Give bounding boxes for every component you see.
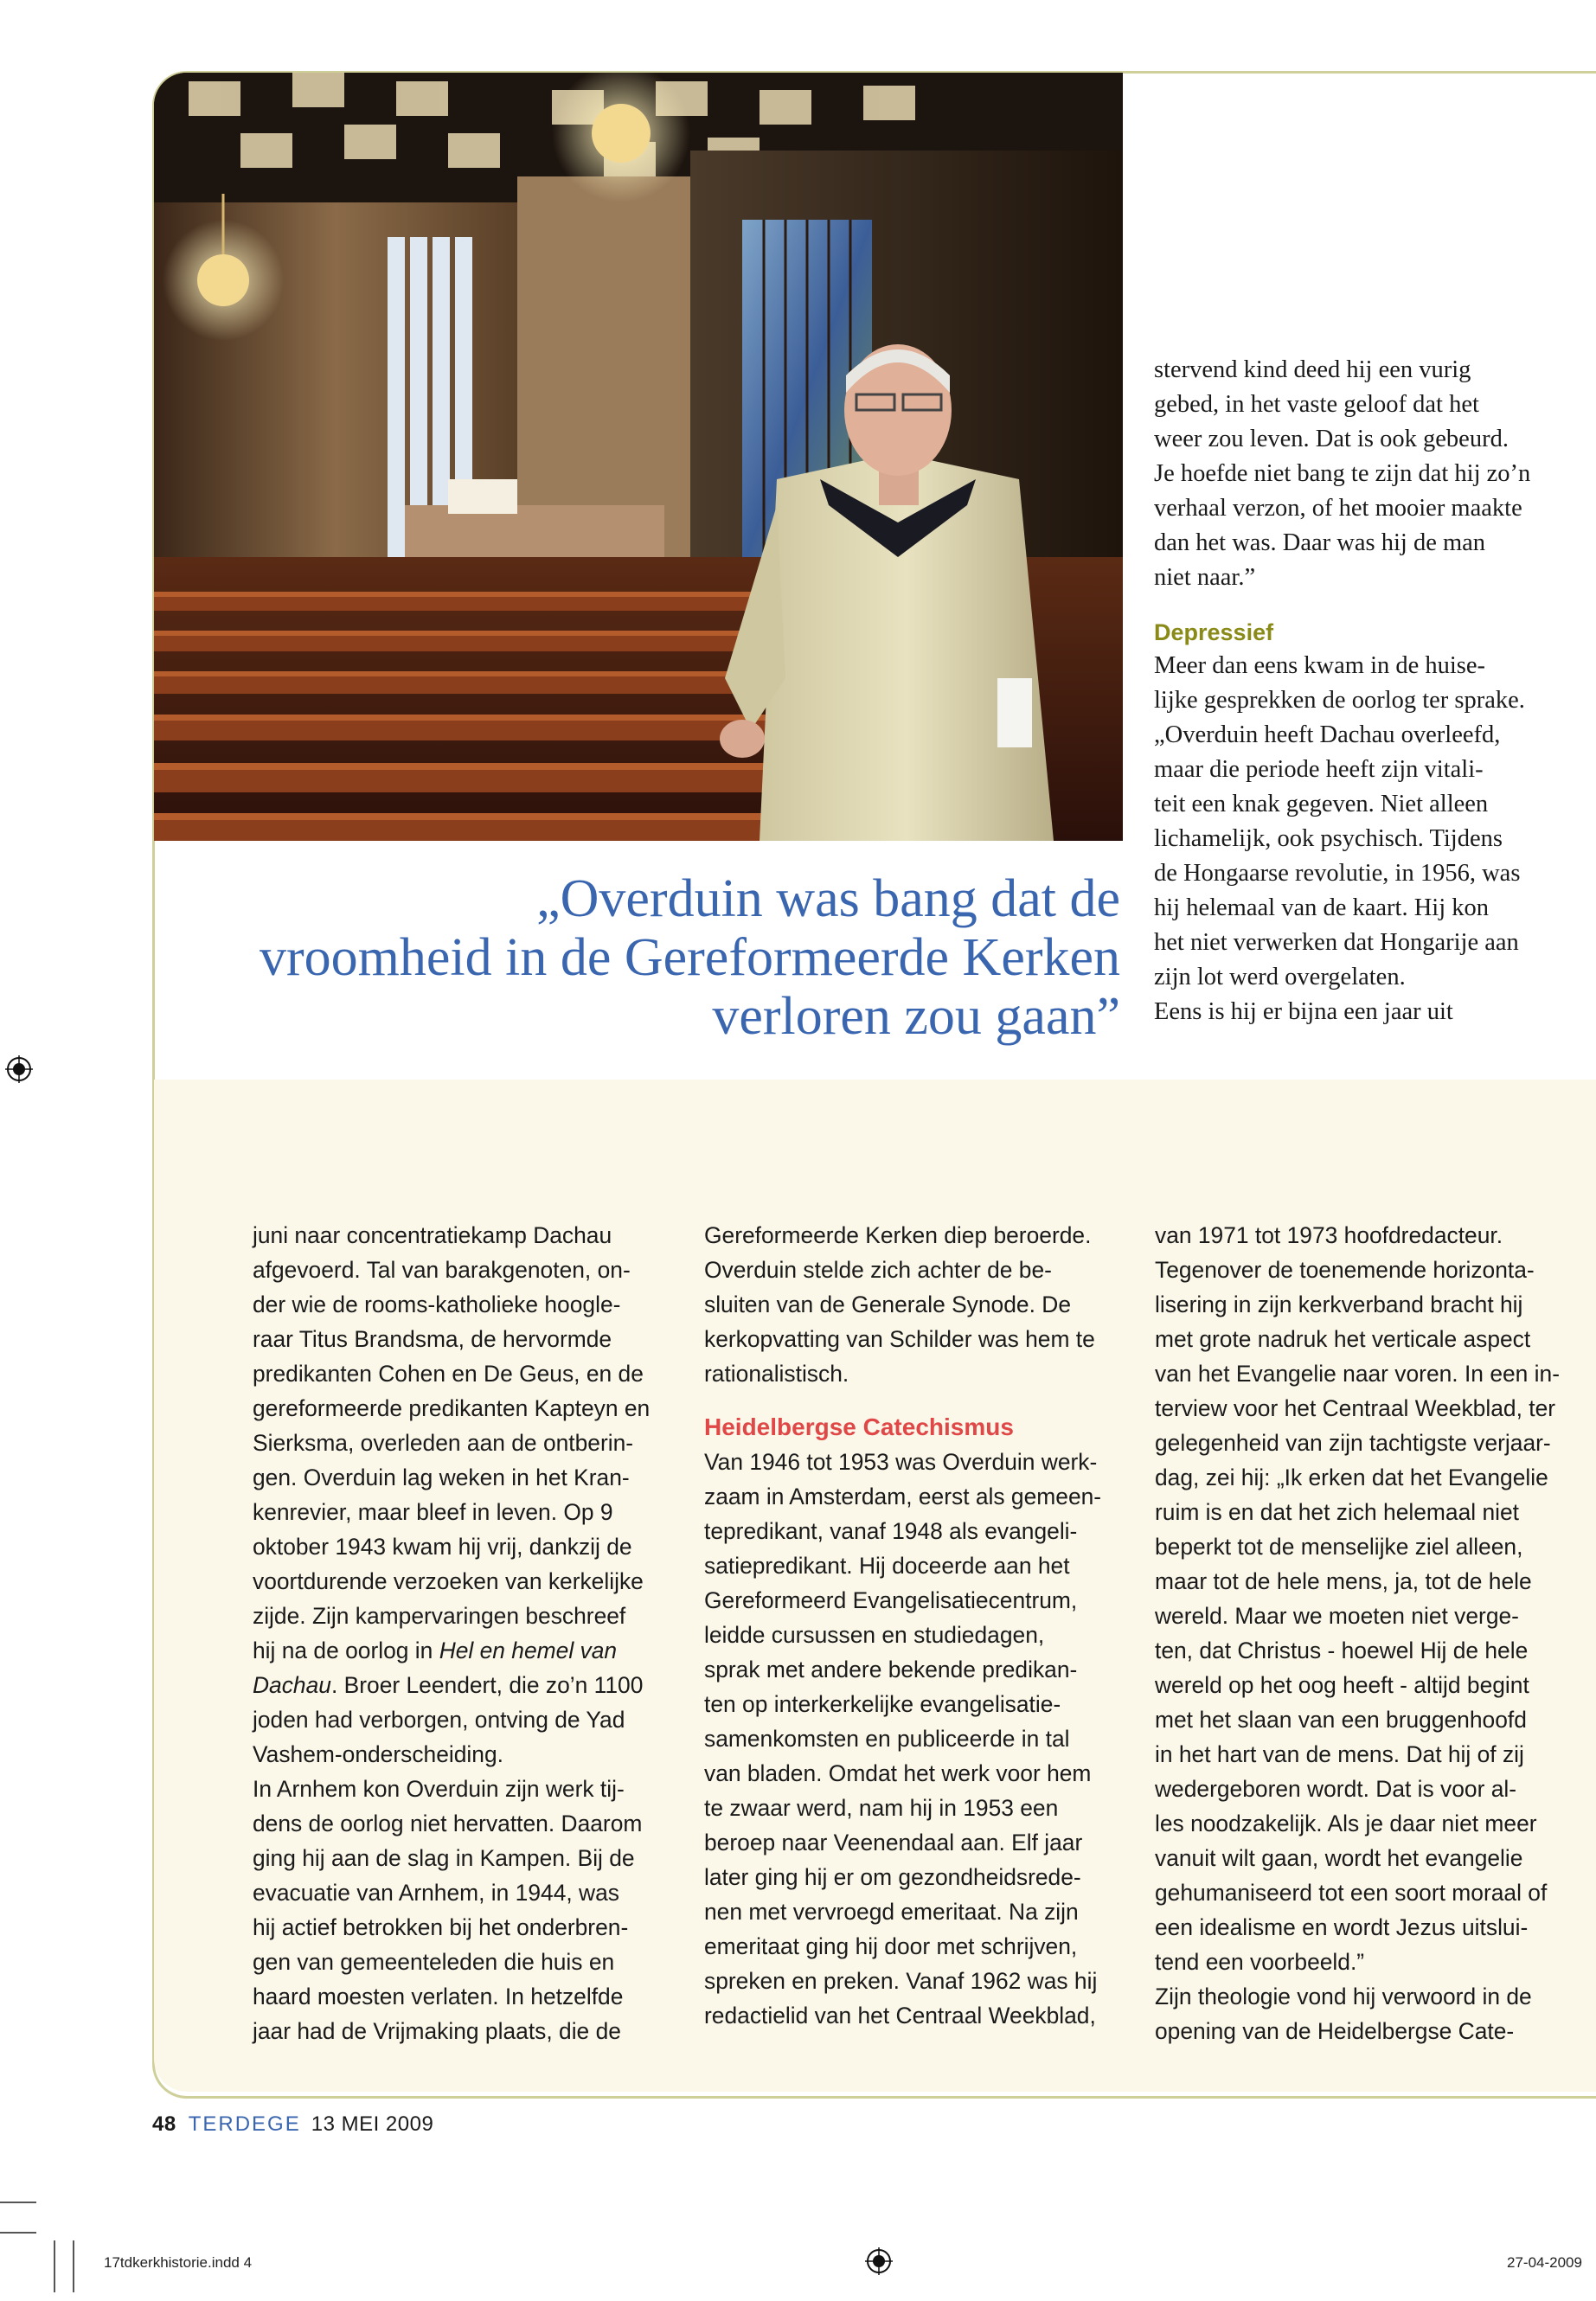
magazine-name: TERDEGE bbox=[188, 2112, 301, 2136]
text-line: kenrevier, maar bleef in leven. Op 9 bbox=[253, 1499, 613, 1525]
text-line: niet naar.” bbox=[1154, 564, 1256, 591]
text-line: gelegenheid van zijn tachtigste verjaar- bbox=[1155, 1430, 1551, 1456]
text-line: Sierksma, overleden aan de ontberin- bbox=[253, 1430, 634, 1456]
right-column bbox=[1154, 353, 1586, 1029]
text-line: later ging hij er om gezondheidsrede- bbox=[704, 1864, 1081, 1890]
text-line: redactielid van het Centraal Weekblad, bbox=[704, 2003, 1096, 2029]
pull-quote-line: verloren zou gaan” bbox=[712, 987, 1120, 1046]
crop-mark bbox=[0, 2202, 36, 2203]
text-line: weer zou leven. Dat is ook gebeurd. bbox=[1154, 426, 1509, 452]
text-fragment: hij na de oorlog in bbox=[253, 1638, 439, 1663]
column-3 bbox=[1155, 1218, 1592, 2048]
text-line: van bladen. Omdat het werk voor hem bbox=[704, 1760, 1092, 1786]
text-line: kerkopvatting van Schilder was hem te bbox=[704, 1326, 1095, 1352]
text-line: juni naar concentratiekamp Dachau bbox=[253, 1222, 612, 1248]
subheading-depressief: Depressief bbox=[1154, 619, 1274, 645]
pull-quote bbox=[225, 869, 1120, 1046]
text-line: opening van de Heidelbergse Cate- bbox=[1155, 2018, 1515, 2044]
slug-filename: 17tdkerkhistorie.indd 4 bbox=[104, 2254, 253, 2271]
text-line: maar die periode heeft zijn vitali- bbox=[1154, 756, 1484, 783]
registration-mark-icon bbox=[865, 2247, 893, 2275]
text-line: gebed, in het vaste geloof dat het bbox=[1154, 391, 1479, 418]
text-fragment: . Broer Leendert, die zo’n 1100 bbox=[330, 1672, 644, 1698]
text-line: gen. Overduin lag weken in het Kran- bbox=[253, 1465, 630, 1490]
text-line: wereld op het oog heeft - altijd begint bbox=[1155, 1672, 1529, 1698]
text-line: tepredikant, vanaf 1948 als evangeli- bbox=[704, 1518, 1078, 1544]
text-line: les noodzakelijk. Als je daar niet meer bbox=[1155, 1811, 1537, 1836]
text-line: lijke gesprekken de oorlog ter sprake. bbox=[1154, 687, 1525, 714]
text-line: jaar had de Vrijmaking plaats, die de bbox=[253, 2018, 621, 2044]
text-line: gehumaniseerd tot een soort moraal of bbox=[1155, 1880, 1548, 1906]
text-line: de Hongaarse revolutie, in 1956, was bbox=[1154, 860, 1521, 887]
text-line: te zwaar werd, nam hij in 1953 een bbox=[704, 1795, 1059, 1821]
text-line: voortdurende verzoeken van kerkelijke bbox=[253, 1568, 644, 1594]
text-line: zaam in Amsterdam, eerst als gemeen- bbox=[704, 1484, 1102, 1509]
pull-quote-line: vroomheid in de Gereformeerde Kerken bbox=[260, 928, 1120, 987]
text-line: wedergeboren wordt. Dat is voor al- bbox=[1155, 1776, 1517, 1802]
text-line: het niet verwerken dat Hongarije aan bbox=[1154, 929, 1519, 956]
text-line: beroep naar Veenendaal aan. Elf jaar bbox=[704, 1830, 1083, 1856]
text-line: ruim is en dat het zich helemaal niet bbox=[1155, 1499, 1520, 1525]
text-line: Vashem-onderscheiding. bbox=[253, 1741, 503, 1767]
book-title: Dachau bbox=[253, 1672, 331, 1698]
text-line: afgevoerd. Tal van barakgenoten, on- bbox=[253, 1257, 631, 1283]
subheading-heidelbergse-catechismus: Heidelbergse Catechismus bbox=[704, 1413, 1014, 1440]
text-line: sprak met andere bekende predikan- bbox=[704, 1657, 1078, 1682]
page-folio bbox=[152, 2112, 433, 2137]
text-line: dag, zei hij: „Ik erken dat het Evangelie bbox=[1155, 1465, 1548, 1490]
text-line: rationalistisch. bbox=[704, 1361, 849, 1387]
text-line: der wie de rooms-katholieke hoogle- bbox=[253, 1292, 621, 1317]
text-line: haard moesten verlaten. In hetzelfde bbox=[253, 1984, 624, 2009]
text-line: gen van gemeenteleden die huis en bbox=[253, 1949, 615, 1975]
text-line: „Overduin heeft Dachau overleefd, bbox=[1154, 721, 1501, 748]
text-line: lichamelijk, ook psychisch. Tijdens bbox=[1154, 825, 1503, 852]
text-line: ten op interkerkelijke evangelisatie- bbox=[704, 1691, 1061, 1717]
issue-date: 13 MEI 2009 bbox=[311, 2112, 434, 2136]
text-line: Tegenover de toenemende horizonta- bbox=[1155, 1257, 1535, 1283]
column-2 bbox=[704, 1218, 1141, 2033]
text-line: ten, dat Christus - hoewel Hij de hele bbox=[1155, 1638, 1529, 1663]
text-line: verhaal verzon, of het mooier maakte bbox=[1154, 495, 1522, 522]
text-line: van 1971 tot 1973 hoofdredacteur. bbox=[1155, 1222, 1503, 1248]
crop-mark bbox=[73, 2240, 74, 2292]
text-line: satiepredikant. Hij doceerde aan het bbox=[704, 1553, 1070, 1579]
text-line: Zijn theologie vond hij verwoord in de bbox=[1155, 1984, 1532, 2009]
text-line: predikanten Cohen en De Geus, en de bbox=[253, 1361, 644, 1387]
text-line: Van 1946 tot 1953 was Overduin werk- bbox=[704, 1449, 1098, 1475]
text-line: met grote nadruk het verticale aspect bbox=[1155, 1326, 1531, 1352]
text-line: Gereformeerd Evangelisatiecentrum, bbox=[704, 1587, 1078, 1613]
text-line: vanuit wilt gaan, wordt het evangelie bbox=[1155, 1845, 1523, 1871]
text-line: beperkt tot de menselijke ziel alleen, bbox=[1155, 1534, 1523, 1560]
text-line: samenkomsten en publiceerde in tal bbox=[704, 1726, 1070, 1752]
church-interior-photo bbox=[154, 73, 1123, 841]
text-line: tend een voorbeeld.” bbox=[1155, 1949, 1365, 1975]
text-line: stervend kind deed hij een vurig bbox=[1154, 356, 1471, 383]
book-title: Hel en hemel van bbox=[439, 1638, 618, 1663]
text-line: Eens is hij er bijna een jaar uit bbox=[1154, 998, 1453, 1025]
text-line: met het slaan van een bruggenhoofd bbox=[1155, 1707, 1527, 1733]
text-line: nen met vervroegd emeritaat. Na zijn bbox=[704, 1899, 1079, 1925]
text-line: hij actief betrokken bij het onderbren- bbox=[253, 1914, 629, 1940]
text-line: hij helemaal van de kaart. Hij kon bbox=[1154, 894, 1489, 921]
text-line: Overduin stelde zich achter de be- bbox=[704, 1257, 1052, 1283]
slug-date: 27-04-2009 bbox=[1507, 2254, 1582, 2271]
page-number: 48 bbox=[152, 2112, 176, 2136]
crop-mark bbox=[0, 2232, 36, 2234]
text-line: gereformeerde predikanten Kapteyn en bbox=[253, 1395, 651, 1421]
text-line: wereld. Maar we moeten niet verge- bbox=[1155, 1603, 1519, 1629]
text-line: dens de oorlog niet hervatten. Daarom bbox=[253, 1811, 643, 1836]
text-line: zijde. Zijn kampervaringen beschreef bbox=[253, 1603, 626, 1629]
text-line: van het Evangelie naar voren. In een in- bbox=[1155, 1361, 1561, 1387]
pull-quote-line: „Overduin was bang dat de bbox=[536, 869, 1120, 928]
text-line: lisering in zijn kerkverband bracht hij bbox=[1155, 1292, 1523, 1317]
text-line: leidde cursussen en studiedagen, bbox=[704, 1622, 1045, 1648]
text-line: raar Titus Brandsma, de hervormde bbox=[253, 1326, 612, 1352]
text-line: sluiten van de Generale Synode. De bbox=[704, 1292, 1071, 1317]
text-line: Je hoefde niet bang te zijn dat hij zo’n bbox=[1154, 460, 1531, 487]
text-line bbox=[253, 1633, 689, 1668]
text-line: evacuatie van Arnhem, in 1944, was bbox=[253, 1880, 619, 1906]
registration-mark-icon bbox=[5, 1055, 33, 1083]
text-line: In Arnhem kon Overduin zijn werk tij- bbox=[253, 1776, 625, 1802]
text-line: terview voor het Centraal Weekblad, ter bbox=[1155, 1395, 1556, 1421]
column-1 bbox=[253, 1218, 689, 2048]
text-line: Gereformeerde Kerken diep beroerde. bbox=[704, 1222, 1092, 1248]
text-line: een idealisme en wordt Jezus uitslui- bbox=[1155, 1914, 1529, 1940]
text-line bbox=[253, 1668, 689, 1702]
text-line: maar tot de hele mens, ja, tot de hele bbox=[1155, 1568, 1532, 1594]
text-line: emeritaat ging hij door met schrijven, bbox=[704, 1933, 1078, 1959]
text-line: teit een knak gegeven. Niet alleen bbox=[1154, 791, 1489, 817]
text-line: in het hart van de mens. Dat hij of zij bbox=[1155, 1741, 1524, 1767]
text-line: Meer dan eens kwam in de huise- bbox=[1154, 652, 1486, 679]
text-line: zijn lot werd overgelaten. bbox=[1154, 964, 1406, 990]
text-line: oktober 1943 kwam hij vrij, dankzij de bbox=[253, 1534, 632, 1560]
text-line: dan het was. Daar was hij de man bbox=[1154, 529, 1486, 556]
text-line: ging hij aan de slag in Kampen. Bij de bbox=[253, 1845, 635, 1871]
crop-mark bbox=[54, 2240, 55, 2292]
text-line: spreken en preken. Vanaf 1962 was hij bbox=[704, 1968, 1098, 1994]
text-line: joden had verborgen, ontving de Yad bbox=[253, 1707, 625, 1733]
